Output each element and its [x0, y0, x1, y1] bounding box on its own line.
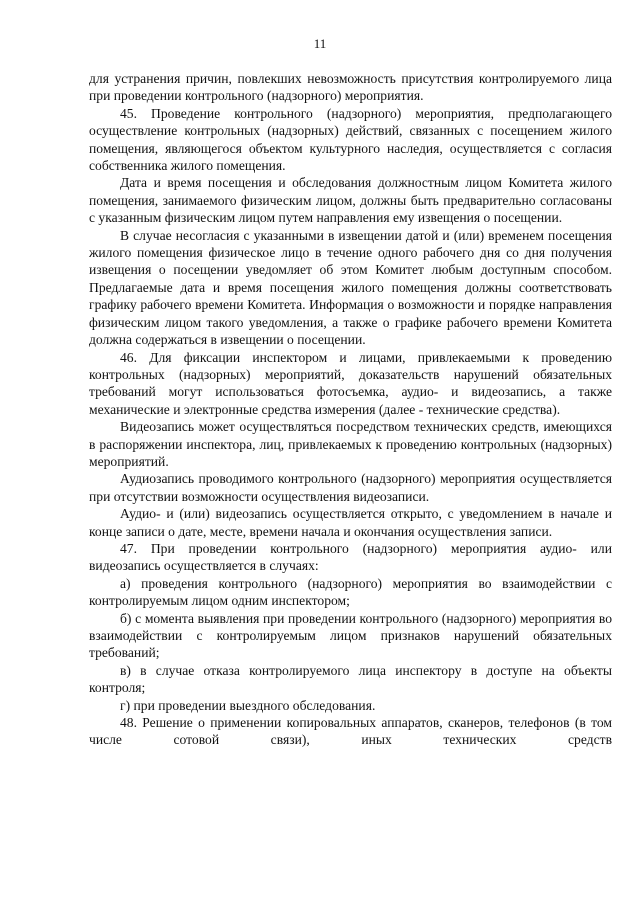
paragraph: Дата и время посещения и обследования должностным лицом Комитета жилого помещения, занимаемого физическим лицом, должны быть предварительно согласованы с указанным физическим лицом путем направления ему извещения о посещении.	[89, 175, 612, 226]
paragraph: а) проведения контрольного (надзорного) мероприятия во взаимодействии с контролируемым лицом одним инспектором;	[89, 575, 612, 609]
page-body	[89, 70, 612, 749]
paragraph: в) в случае отказа контролируемого лица инспектору в доступе на объекты контроля;	[89, 662, 612, 696]
paragraph: 45. Проведение контрольного (надзорного) мероприятия, предполагающего осуществление контрольных (надзорных) действий, связанных с посещением жилого помещения, являющегося объектом культурного наследия, осуществляется с согласия собственника жилого помещения.	[89, 105, 612, 174]
page-number: 11	[313, 36, 327, 51]
paragraph: г) при проведении выездного обследования.	[120, 697, 376, 713]
paragraph: Аудио- и (или) видеозапись осуществляется открыто, с уведомлением в начале и конце записи о дате, месте, времени начала и окончания осуществления записи.	[89, 506, 612, 539]
paragraph: Видеозапись может осуществляться посредством технических средств, имеющихся в распоряжении инспектора, лиц, привлекаемых к проведению контрольных (надзорных) мероприятий.	[89, 419, 612, 469]
paragraph: для устранения причин, повлекших невозможность присутствия контролируемого лица при проведении контрольного (надзорного) мероприятия.	[89, 71, 612, 104]
paragraph: 46. Для фиксации инспектором и лицами, привлекаемыми к проведению контрольных (надзорных) мероприятий, доказательств нарушений обязательных требований могут использоваться фотосъемка, аудио- и видеозапись, а также механические и электронные средства измерения (далее - технические средства).	[89, 349, 612, 417]
paragraph: В случае несогласия с указанными в извещении датой и (или) временем посещения жилого помещения физическое лицо в течение одного рабочего дня со дня получения извещения о посещении уведомляет об этом Комитет любым доступным способом. Предлагаемые дата и время посещения жилого помещения должны соответствовать графику рабочего времени Комитета. Информация о возможности и порядке направления физическим лицом такого уведомления, а также о графике рабочего времени Комитета должна содержаться в извещении о посещении.	[89, 227, 612, 348]
paragraph: Аудиозапись проводимого контрольного (надзорного) мероприятия осуществляется при отсутствии возможности осуществления видеозаписи.	[89, 471, 612, 504]
paragraph: 48. Решение о применении копировальных аппаратов, сканеров, телефонов (в том числе сотовой связи), иных технических средств	[89, 715, 612, 748]
paragraph: 47. При проведении контрольного (надзорного) мероприятия аудио- или видеозапись осуществляется в случаях:	[89, 540, 612, 574]
paragraph: б) с момента выявления при проведении контрольного (надзорного) мероприятия во взаимодействии с контролируемым лицом признаков нарушений обязательных требований;	[89, 610, 612, 661]
